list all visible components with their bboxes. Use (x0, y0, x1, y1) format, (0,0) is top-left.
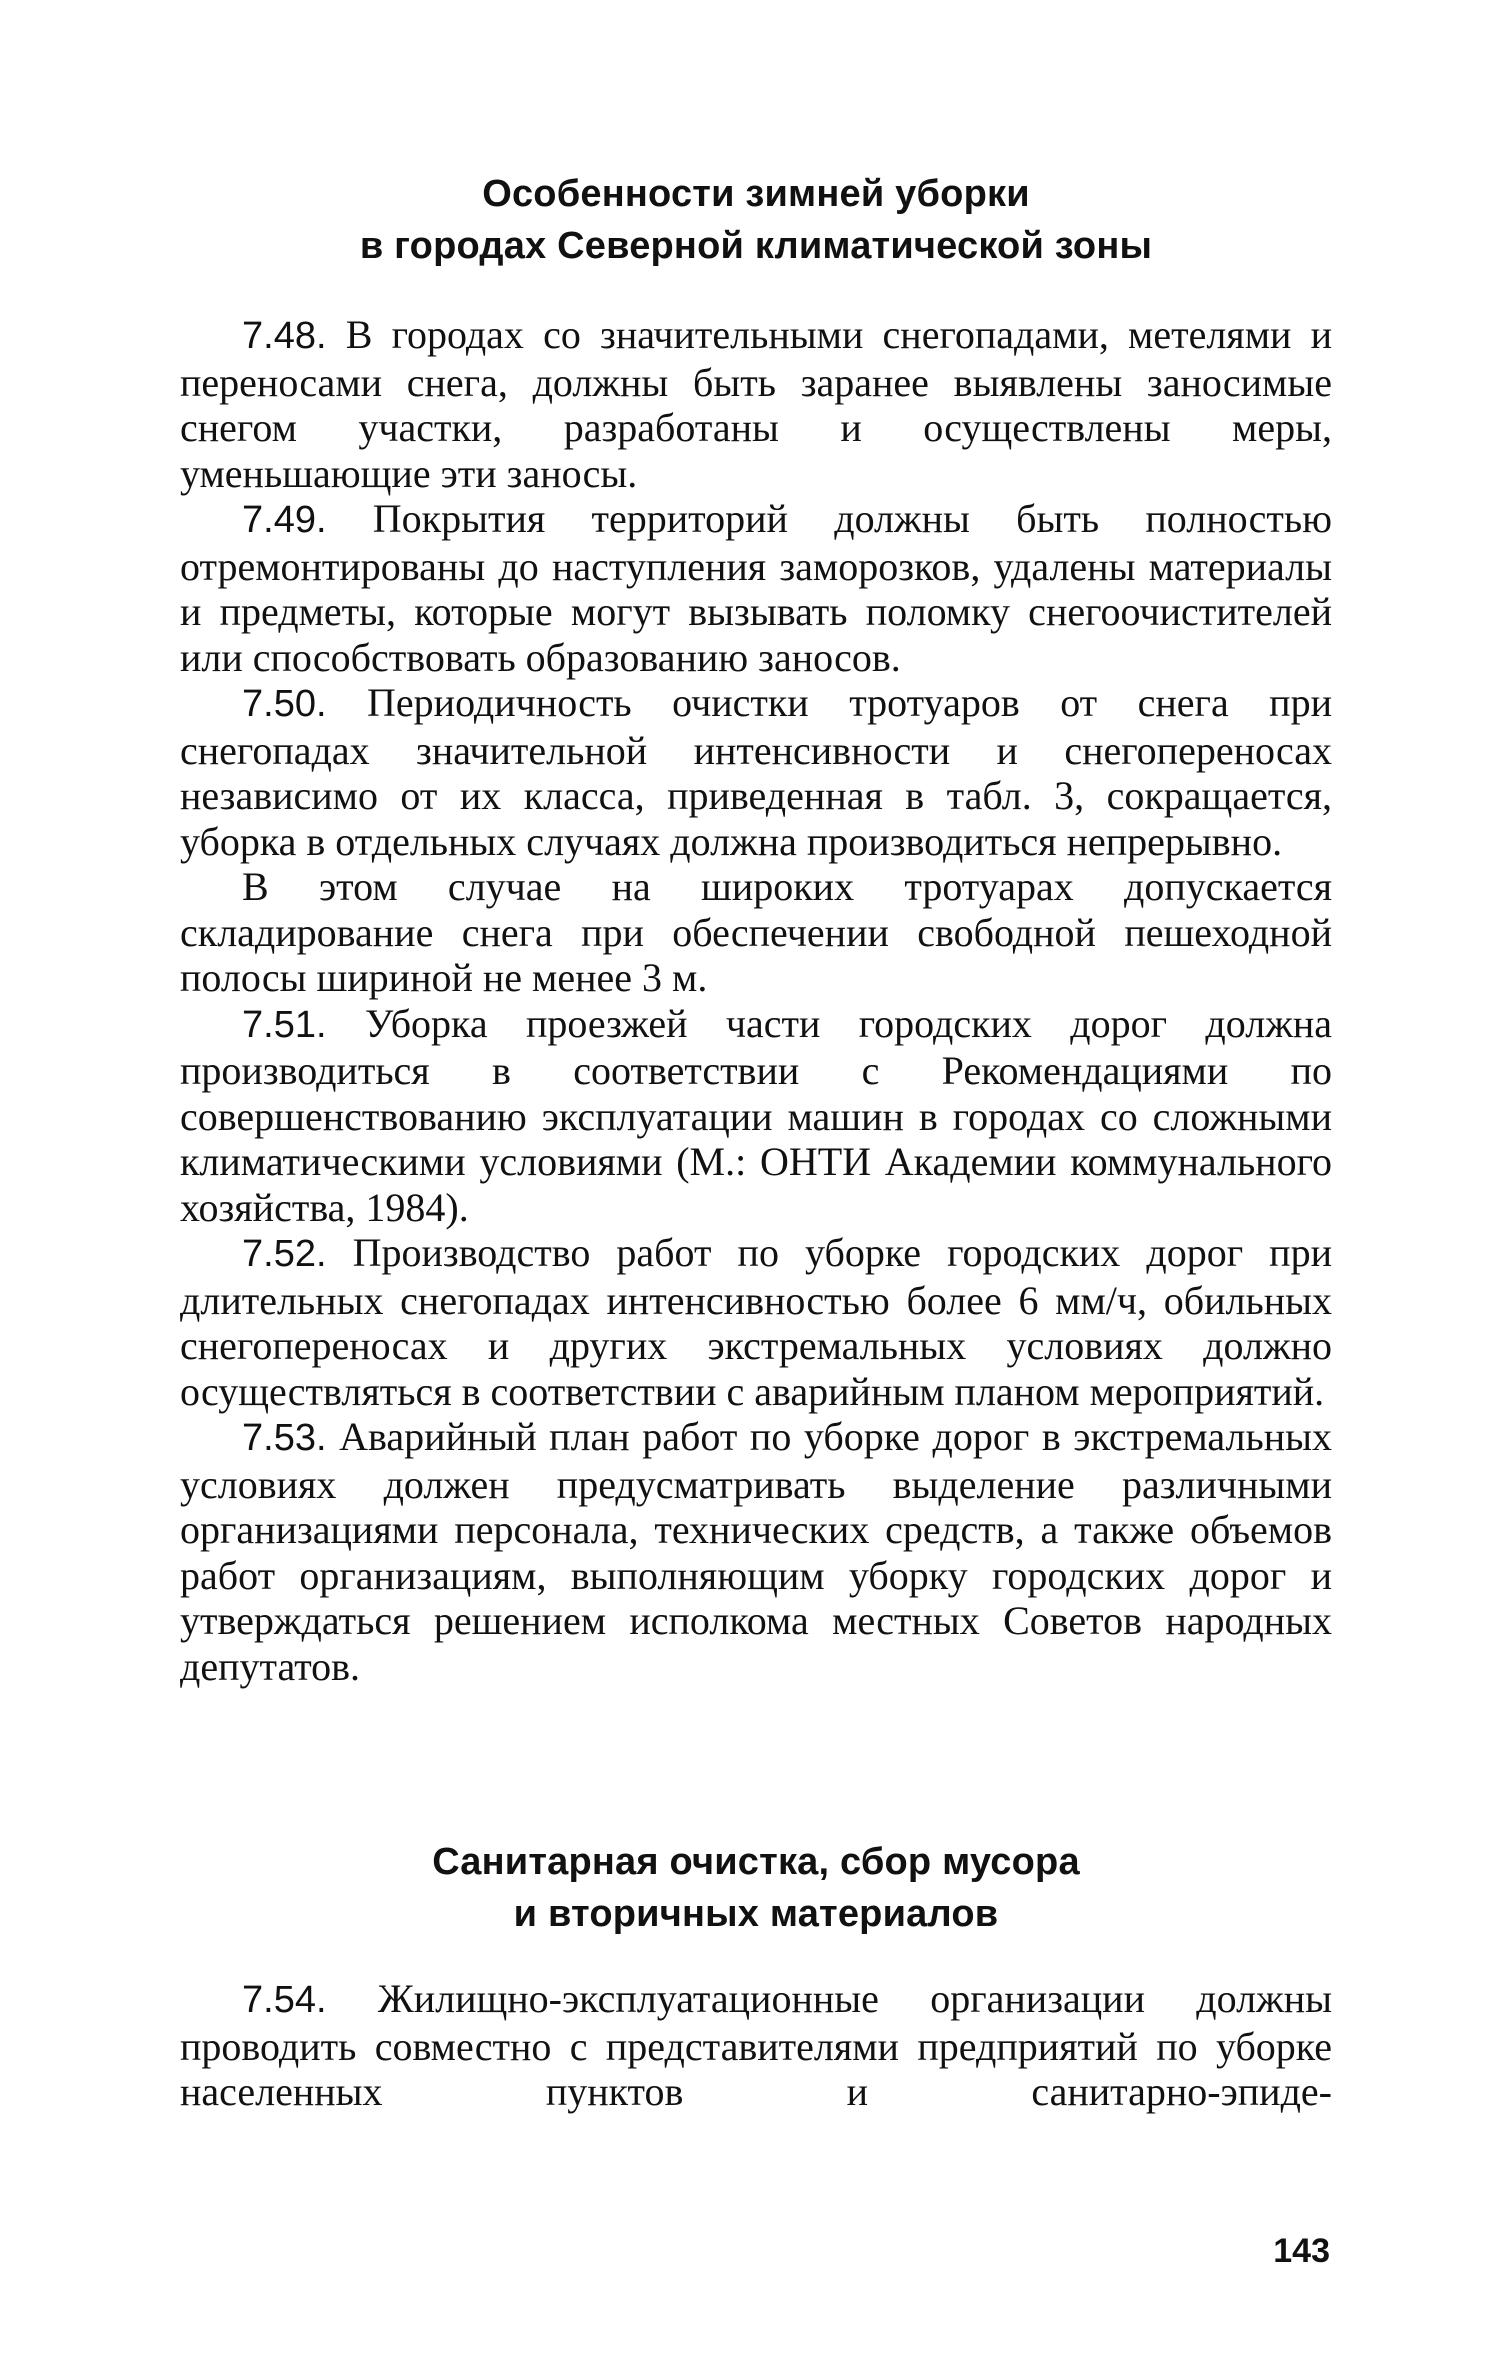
paragraph-text: Жилищно-эксплуатационные организации должны проводить совместно с представителями предприятий по уборке населенных пунктов и санитарно-эпиде- (180, 1976, 1332, 2114)
paragraph-number: 7.52. (242, 1233, 327, 1275)
paragraph-text: В этом случае на широких тротуарах допускается складирование снега при обеспечении свободной пешеходной полосы шириной не менее 3 м. (180, 864, 1332, 1000)
heading-line: и вторичных материалов (513, 1893, 999, 1935)
paragraph-number: 7.53. (242, 1417, 327, 1459)
section-heading-sanitary-cleaning (180, 1836, 1332, 1940)
section-body-sanitary-cleaning (180, 1976, 1332, 2115)
paragraph-text: Периодичность очистки тротуаров от снега при снегопадах значительной интенсивности и снегопереносах независимо от их класса, приведенная в табл. 3, сокращается, уборка в отдельных случаях должна производиться непрерывно. (180, 680, 1332, 864)
paragraph-text: Покрытия территорий должны быть полностью отремонтированы до наступления заморозков, удалены материалы и предметы, которые могут вызывать поломку снегоочистителей или способствовать образованию заносов. (180, 496, 1332, 680)
paragraph-7-50 (180, 680, 1332, 864)
paragraph-7-54 (180, 1976, 1332, 2115)
paragraph-7-52 (180, 1230, 1332, 1414)
paragraph-text: В городах со значительными снегопадами, метелями и переносами снега, должны быть заранее выявлены заносимые снегом участки, разработаны и осуществлены меры, уменьшающие эти заносы. (180, 312, 1332, 496)
section-heading-winter-cleaning (180, 168, 1332, 272)
paragraph-7-50-continued (180, 864, 1332, 1001)
section-body-winter-cleaning (180, 312, 1332, 1689)
paragraph-number: 7.50. (242, 683, 327, 725)
heading-line: Санитарная очистка, сбор мусора (432, 1841, 1080, 1883)
document-page (180, 0, 1332, 2363)
paragraph-7-49 (180, 496, 1332, 680)
heading-line: в городах Северной климатической зоны (359, 225, 1153, 267)
paragraph-number: 7.49. (242, 499, 327, 541)
paragraph-text: Аварийный план работ по уборке дорог в экстремальных условиях должен предусматривать выделение различными организациями персонала, технических средств, а также объемов работ организациям, выполняющим уборку городских дорог и утверждаться решением исполкома местных Советов народных депутатов. (180, 1414, 1332, 1689)
paragraph-7-51 (180, 1001, 1332, 1231)
paragraph-number: 7.54. (242, 1979, 327, 2021)
paragraph-text: Производство работ по уборке городских дорог при длительных снегопадах интенсивностью более 6 мм/ч, обильных снегопереносах и других экстремальных условиях должно осуществляться в соответствии с аварийным планом мероприятий. (180, 1230, 1332, 1414)
page-number: 143 (1273, 2232, 1330, 2270)
paragraph-number: 7.51. (242, 1003, 327, 1046)
heading-line: Особенности зимней уборки (482, 173, 1030, 215)
paragraph-7-48 (180, 312, 1332, 496)
paragraph-text: Уборка проезжей части городских дорог должна производиться в соответствии с Рекомендациями по совершенствованию эксплуатации машин в городах со сложными климатическими условиями (М.: ОНТИ Академии коммунального хозяйства, 1984). (180, 1000, 1332, 1230)
paragraph-number: 7.48. (242, 315, 327, 357)
paragraph-7-53 (180, 1414, 1332, 1689)
